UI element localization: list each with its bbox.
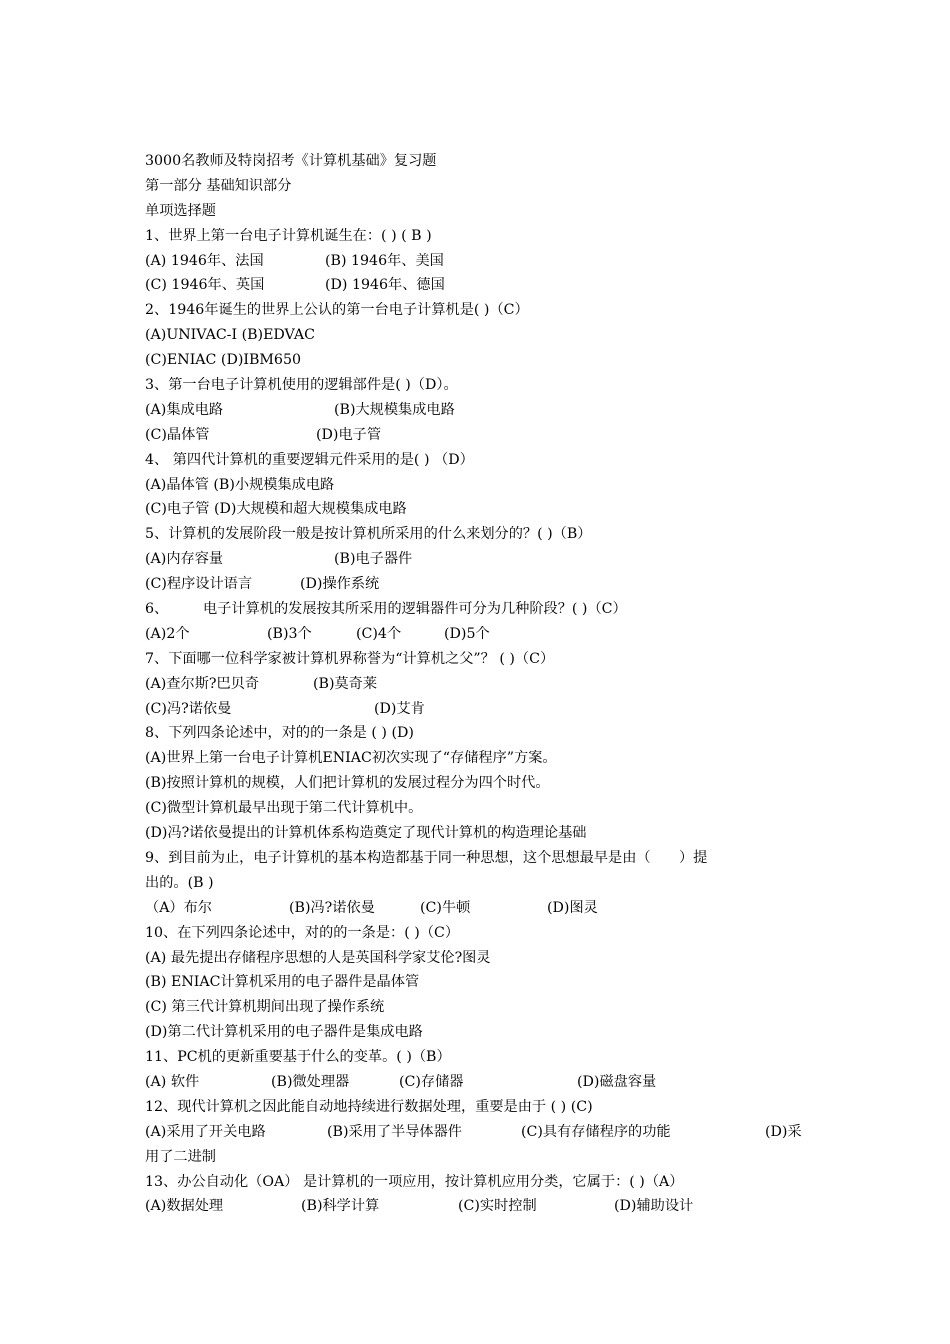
text-line	[145, 373, 815, 398]
text-segment: (D)辅助设计	[614, 1198, 694, 1215]
text-segment: 12、现代计算机之因此能自动地持续进行数据处理，重要是由于 ( ) (C)	[145, 1098, 593, 1115]
text-segment: (A)UNIVAC-I (B)EDVAC	[145, 327, 315, 344]
text-segment: (B)冯?诺依曼	[289, 899, 375, 916]
text-line	[145, 1120, 815, 1145]
text-segment: (C)实时控制	[458, 1198, 537, 1215]
text-line	[145, 199, 815, 224]
text-segment: (A) 最先提出存储程序思想的人是英国科学家艾伦?图灵	[145, 949, 491, 966]
text-segment: 用了二进制	[145, 1148, 216, 1165]
text-segment: (B) 1946年、美国	[325, 252, 444, 269]
text-segment: (D)艾肯	[374, 700, 425, 717]
text-line	[145, 174, 815, 199]
text-line	[145, 572, 815, 597]
text-segment: (B)3个	[267, 625, 312, 642]
text-segment: 出的。(B )	[145, 874, 214, 891]
text-line	[145, 1170, 815, 1195]
text-line	[145, 647, 815, 672]
text-segment: (B)电子器件	[334, 551, 413, 568]
text-segment: (A)内存容量	[145, 551, 224, 568]
text-segment: (D)图灵	[547, 899, 598, 916]
text-segment: (B)采用了半导体器件	[327, 1123, 462, 1140]
text-segment: (A) 软件	[145, 1073, 200, 1090]
text-segment: (A)采用了开关电路	[145, 1123, 266, 1140]
text-line	[145, 846, 815, 871]
text-line	[145, 995, 815, 1020]
text-segment: 13、办公自动化（OA） 是计算机的一项应用，按计算机应用分类，它属于：( )（A）	[145, 1173, 684, 1190]
text-line	[145, 224, 815, 249]
text-segment: (A) 1946年、法国	[145, 252, 264, 269]
text-segment: (C)牛顿	[420, 899, 471, 916]
text-segment: (B)大规模集成电路	[334, 401, 455, 418]
text-line	[145, 672, 815, 697]
text-segment: (A)晶体管 (B)小规模集成电路	[145, 476, 335, 493]
text-segment: (C)ENIAC (D)IBM650	[145, 352, 301, 369]
text-line	[145, 1070, 815, 1095]
text-segment: (B)科学计算	[301, 1198, 380, 1215]
text-line	[145, 896, 815, 921]
text-segment: 6、	[145, 601, 169, 618]
text-line	[145, 622, 815, 647]
text-segment: 7、下面哪一位科学家被计算机界称誉为“计算机之父”？ ( )（C）	[145, 650, 555, 667]
text-segment: (B)莫奇莱	[313, 675, 378, 692]
text-line	[145, 473, 815, 498]
text-segment: 10、在下列四条论述中，对的的一条是：( )（C）	[145, 924, 460, 941]
text-segment: (C)微型计算机最早出现于第二代计算机中。	[145, 800, 423, 817]
text-segment: 9、到目前为止，电子计算机的基本构造都基于同一种思想，这个思想最早是由（ ）提	[145, 849, 708, 866]
text-segment: (D)操作系统	[300, 576, 380, 593]
text-line	[145, 547, 815, 572]
text-line	[145, 522, 815, 547]
text-segment: (D)第二代计算机采用的电子器件是集成电路	[145, 1024, 423, 1041]
text-segment: 2、1946年诞生的世界上公认的第一台电子计算机是( )（C）	[145, 302, 529, 319]
text-line	[145, 771, 815, 796]
text-line	[145, 721, 815, 746]
text-line	[145, 1020, 815, 1045]
text-segment: (A)2个	[145, 625, 190, 642]
text-segment: (C)程序设计语言	[145, 576, 253, 593]
text-line	[145, 1194, 815, 1219]
text-segment: 4、 第四代计算机的重要逻辑元件采用的是( ) （D）	[145, 451, 474, 468]
text-line	[145, 697, 815, 722]
text-line	[145, 298, 815, 323]
text-segment: (D) 1946年、德国	[325, 277, 445, 294]
text-line	[145, 273, 815, 298]
text-segment: (B)微处理器	[271, 1073, 350, 1090]
text-segment: （A）布尔	[145, 899, 212, 916]
text-segment: 单项选择题	[145, 202, 216, 219]
text-segment: (C)存储器	[399, 1073, 464, 1090]
text-line	[145, 946, 815, 971]
text-segment: (A)集成电路	[145, 401, 224, 418]
text-segment: 8、下列四条论述中，对的的一条是 ( ) (D)	[145, 725, 414, 742]
document-body	[145, 149, 815, 1219]
text-segment: 5、计算机的发展阶段一般是按计算机所采用的什么来划分的？( )（B）	[145, 526, 592, 543]
text-segment: 1、世界上第一台电子计算机诞生在：( ) ( B )	[145, 227, 432, 244]
text-line	[145, 871, 815, 896]
text-segment: (C)电子管 (D)大规模和超大规模集成电路	[145, 501, 407, 518]
text-segment: (D)磁盘容量	[577, 1073, 657, 1090]
text-segment: (C)晶体管	[145, 426, 210, 443]
text-segment: (A)世界上第一台电子计算机ENIAC初次实现了“存储程序”方案。	[145, 750, 557, 767]
text-segment: (C)冯?诺依曼	[145, 700, 232, 717]
text-line	[145, 1095, 815, 1120]
text-line	[145, 398, 815, 423]
text-segment: (C)4个	[356, 625, 402, 642]
text-segment: 3、第一台电子计算机使用的逻辑部件是( )（D）。	[145, 377, 458, 394]
text-line	[145, 1145, 815, 1170]
text-line	[145, 1045, 815, 1070]
text-line	[145, 597, 815, 622]
text-segment: (A)数据处理	[145, 1198, 224, 1215]
text-line	[145, 448, 815, 473]
text-segment: (D)电子管	[316, 426, 382, 443]
text-line	[145, 921, 815, 946]
text-line	[145, 323, 815, 348]
text-line	[145, 821, 815, 846]
text-line	[145, 249, 815, 274]
text-line	[145, 423, 815, 448]
text-line	[145, 746, 815, 771]
text-segment: (C) 第三代计算机期间出现了操作系统	[145, 999, 385, 1016]
text-segment: (B) ENIAC计算机采用的电子器件是晶体管	[145, 974, 420, 991]
text-segment: (D)冯?诺依曼提出的计算机体系构造奠定了现代计算机的构造理论基础	[145, 825, 587, 842]
text-segment: 电子计算机的发展按其所采用的逻辑器件可分为几种阶段？( )（C）	[203, 601, 627, 618]
text-segment: (B)按照计算机的规模，人们把计算机的发展过程分为四个时代。	[145, 775, 550, 792]
text-segment: (A)查尔斯?巴贝奇	[145, 675, 260, 692]
text-segment: (D)采	[765, 1123, 802, 1140]
text-line	[145, 497, 815, 522]
text-line	[145, 796, 815, 821]
text-segment: 11、PC机的更新重要基于什么的变革。( )（B）	[145, 1049, 451, 1066]
text-line	[145, 149, 815, 174]
text-segment: (C) 1946年、英国	[145, 277, 265, 294]
text-line	[145, 970, 815, 995]
text-segment: (D)5个	[444, 625, 490, 642]
text-segment: (C)具有存储程序的功能	[521, 1123, 671, 1140]
text-segment: 第一部分 基础知识部分	[145, 177, 292, 194]
text-line	[145, 348, 815, 373]
text-segment: 3000名教师及特岗招考《计算机基础》复习题	[145, 153, 437, 169]
